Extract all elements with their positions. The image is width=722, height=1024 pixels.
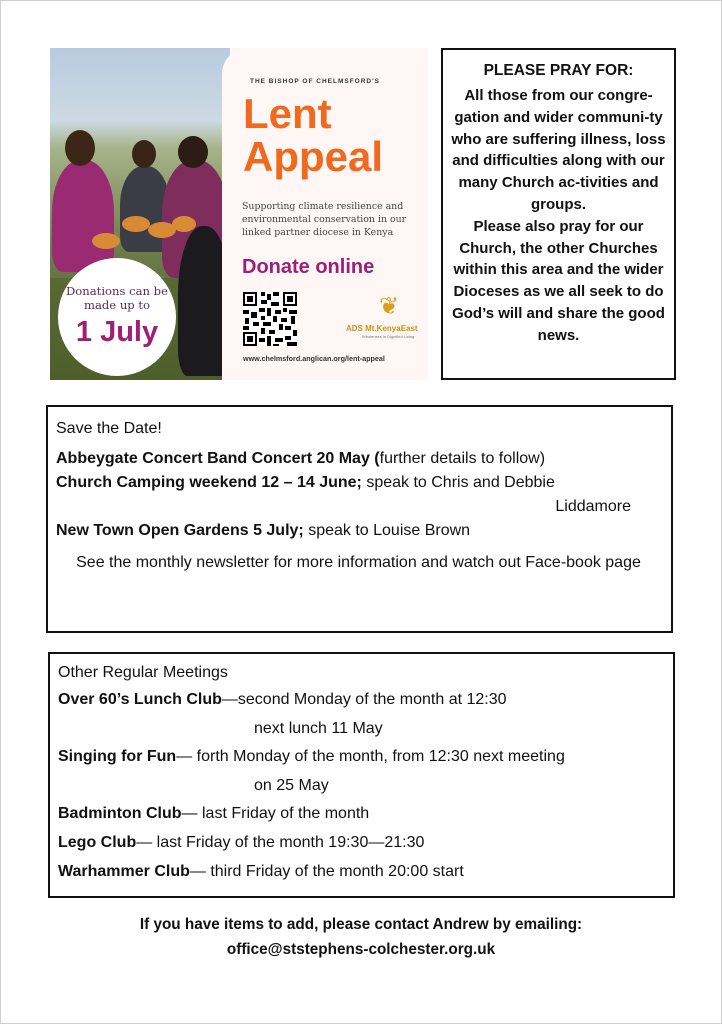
prayer-box	[441, 48, 676, 380]
wheat-logo-icon: ❦	[378, 293, 400, 320]
badge-date: 1 July	[75, 316, 159, 348]
ads-logo-tagline: Wholeness in Dignified Living	[362, 334, 415, 339]
poster-title: Lent Appeal	[243, 90, 384, 180]
meeting-lunch-club-continued: next lunch 11 May	[254, 719, 383, 737]
prayer-paragraph-1: All those from our congre-gation and wider communi-ty who are suffering illness, loss and difficulties along with our many Church ac-tivities and groups.	[451, 87, 666, 213]
ads-logo: ADS Mt.KenyaEast	[346, 324, 418, 333]
meetings-heading: Other Regular Meetings	[58, 664, 228, 681]
meeting-warhammer-club: Warhammer Club— third Friday of the month 20:00 start	[58, 862, 464, 880]
meeting-singing-continued: on 25 May	[254, 776, 329, 794]
event-camping-continued: Liddamore	[555, 498, 631, 515]
contact-email: office@ststephens-colchester.org.uk	[226, 941, 496, 958]
save-the-date-box	[46, 405, 673, 633]
meeting-lego-club: Lego Club— last Friday of the month 19:30—21:30	[58, 833, 425, 851]
lent-appeal-poster	[50, 48, 428, 380]
poster-description: Supporting climate resilience and environmental conservation in our linked partner diocese in Kenya	[242, 201, 407, 239]
meeting-lunch-club: Over 60’s Lunch Club—second Monday of the month at 12:30	[58, 691, 507, 708]
newsletter-note: See the monthly newsletter for more information and watch out Face-book page	[76, 554, 641, 571]
regular-meetings-box	[48, 652, 675, 898]
qr-code-icon	[243, 292, 297, 346]
event-open-gardens: New Town Open Gardens 5 July; speak to Louise Brown	[56, 522, 471, 539]
donate-online-text: Donate online	[242, 256, 375, 278]
meeting-singing-for-fun: Singing for Fun— forth Monday of the month, from 12:30 next meeting	[58, 748, 565, 766]
save-the-date-heading: Save the Date!	[56, 420, 162, 437]
contact-line: If you have items to add, please contact Andrew by emailing:	[139, 916, 583, 933]
poster-bishop-line: THE BISHOP OF CHELMSFORD'S	[250, 78, 380, 85]
donation-deadline-badge	[58, 258, 176, 376]
prayer-heading: PLEASE PRAY FOR:	[483, 62, 634, 79]
contact-footer	[0, 912, 722, 962]
poster-url: www.chelmsford.anglican.org/lent-appeal	[243, 354, 385, 363]
event-concert: Abbeygate Concert Band Concert 20 May (further details to follow)	[56, 450, 546, 467]
event-camping: Church Camping weekend 12 – 14 June; speak to Chris and Debbie	[56, 474, 555, 491]
badge-text: Donations can be made up to	[66, 284, 168, 312]
prayer-paragraph-2: Please also pray for our Church, the other Churches within this area and the wider Dioceses as we all seek to do God’s will and share the good news.	[452, 217, 665, 344]
meeting-badminton-club: Badminton Club— last Friday of the month	[58, 805, 370, 823]
